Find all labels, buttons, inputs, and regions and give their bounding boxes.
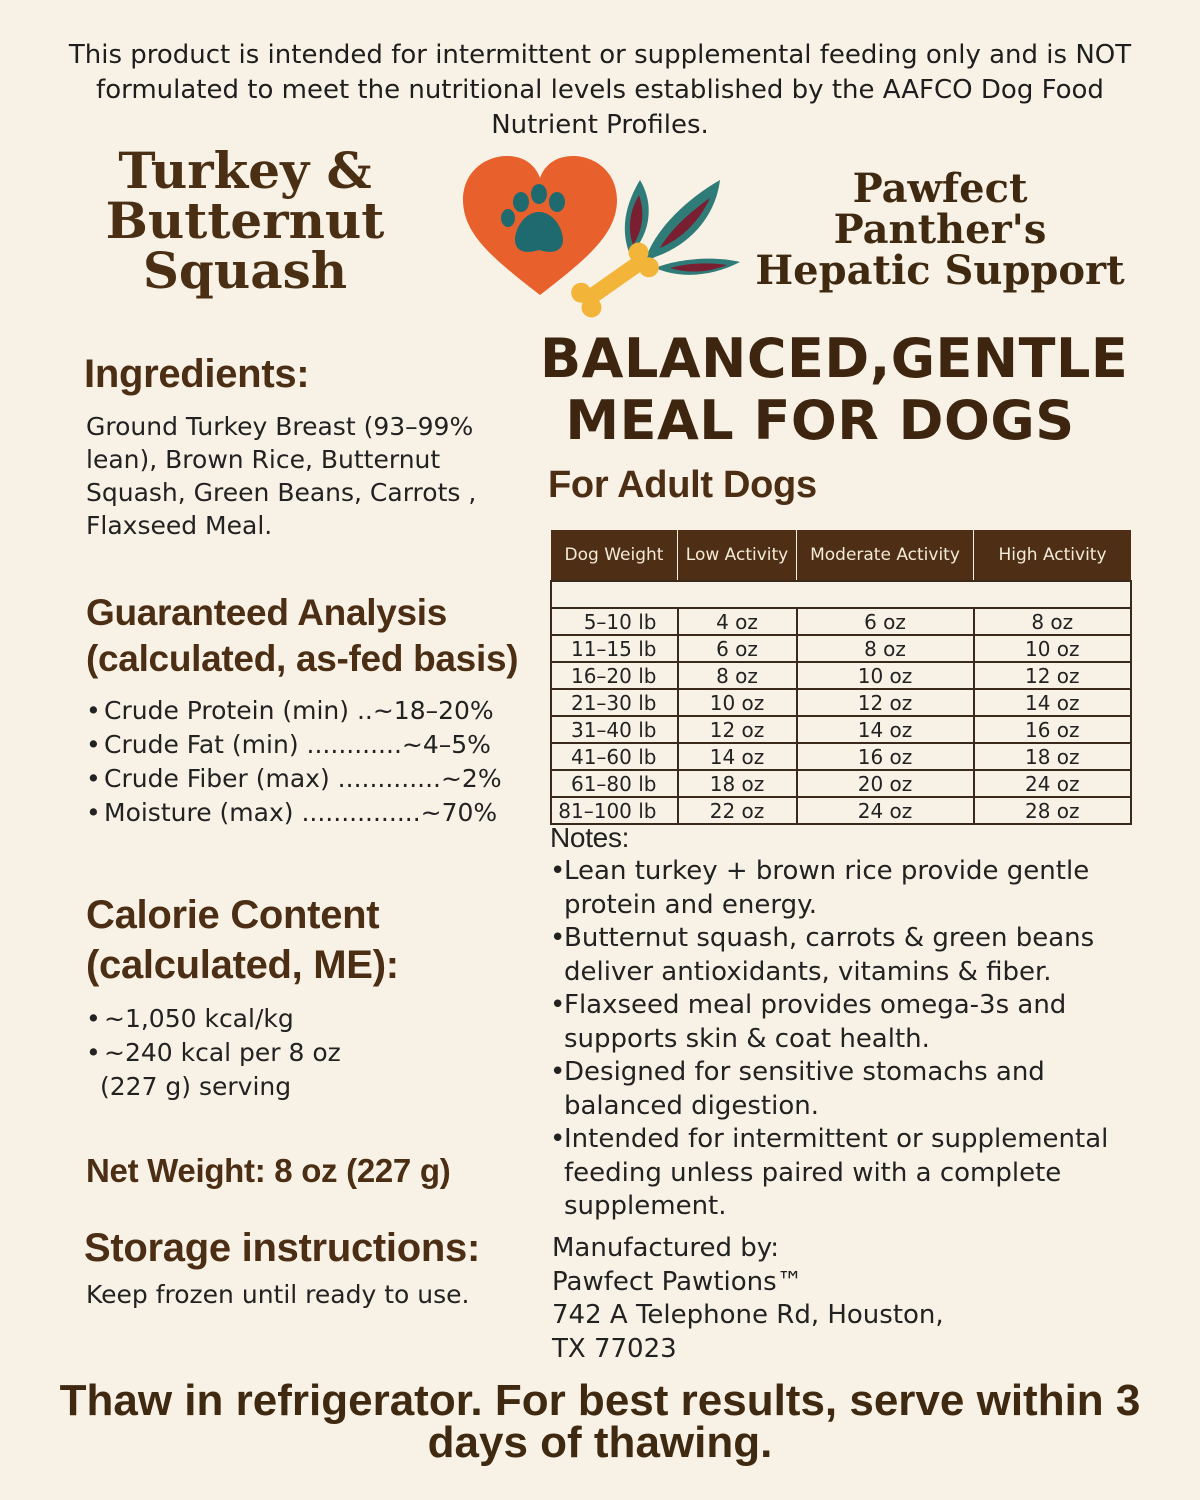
product-name-line: Butternut — [105, 191, 385, 250]
table-cell: 4 oz — [678, 608, 797, 635]
table-cell: 20 oz — [797, 770, 974, 797]
notes-title: Notes: — [550, 822, 630, 853]
note-item: • Intended for intermittent or supplemental feeding unless paired with a complete supplement. — [550, 1123, 1120, 1224]
ingredients-title: Ingredients: — [84, 352, 310, 396]
feeding-table — [550, 530, 1132, 825]
note-item: • Flaxseed meal provides omega-3s and supports skin & coat health. — [550, 989, 1120, 1056]
table-cell: 18 oz — [974, 743, 1132, 770]
table-cell: 14 oz — [974, 689, 1132, 716]
aafco-disclaimer: This product is intended for intermittent or supplemental feeding only and is NOT formulated to meet the nutritional levels established by the AAFCO Dog Food Nutrient Profiles. — [68, 40, 1132, 140]
storage-title: Storage instructions: — [84, 1226, 480, 1270]
table-row — [551, 662, 1131, 689]
manufacturer-name: Pawfect Pawtions™ — [552, 1266, 803, 1297]
table-header-row — [551, 530, 1131, 581]
manufacturer-block — [552, 1232, 1112, 1366]
feeding-table-body — [551, 608, 1131, 824]
analysis-item: • Moisture (max) ...............~70% — [86, 796, 526, 830]
product-name — [70, 141, 420, 300]
analysis-item: • Crude Fiber (max) .............~2% — [86, 762, 526, 796]
brand-name-line: Hepatic Support — [755, 247, 1125, 294]
table-cell: 81–100 lb — [551, 797, 678, 824]
analysis-item: • Crude Fat (min) ............~4–5% — [86, 728, 526, 762]
table-cell: 10 oz — [678, 689, 797, 716]
table-cell: 24 oz — [974, 770, 1132, 797]
net-weight: Net Weight: 8 oz (227 g) — [86, 1152, 451, 1189]
table-cell: 24 oz — [797, 797, 974, 824]
calorie-serving: (227 g) serving — [100, 1072, 292, 1101]
note-item: • Lean turkey + brown rice provide gentle protein and energy. — [550, 855, 1120, 922]
table-row — [551, 743, 1131, 770]
ingredients-text: Ground Turkey Breast (93–99% lean), Brown Rice, Butternut Squash, Green Beans, Carrots , Flaxseed Meal. — [86, 412, 477, 540]
column-header: Moderate Activity — [797, 530, 974, 581]
table-cell: 21–30 lb — [551, 689, 678, 716]
guaranteed-analysis-title — [86, 590, 518, 682]
table-cell: 41–60 lb — [551, 743, 678, 770]
calorie-title-line: (calculated, ME): — [86, 943, 399, 987]
manufacturer-address: TX 77023 — [552, 1333, 677, 1364]
manufacturer-label: Manufactured by: — [552, 1233, 780, 1263]
table-row — [551, 716, 1131, 743]
table-row — [551, 797, 1131, 824]
analysis-title-line: (calculated, as-fed basis) — [86, 638, 519, 679]
column-header: High Activity — [974, 530, 1132, 581]
table-cell: 28 oz — [974, 797, 1132, 824]
brand-logo — [455, 150, 745, 320]
table-cell: 12 oz — [678, 716, 797, 743]
table-cell: 18 oz — [678, 770, 797, 797]
manufacturer-address: 742 A Telephone Rd, Houston, — [552, 1300, 944, 1330]
table-cell: 6 oz — [678, 635, 797, 662]
table-cell: 14 oz — [797, 716, 974, 743]
table-cell: 31–40 lb — [551, 716, 678, 743]
table-cell: 22 oz — [678, 797, 797, 824]
notes-list — [550, 855, 1120, 1224]
table-row — [551, 635, 1131, 662]
brand-name-line: Panther's — [833, 206, 1047, 253]
table-cell: 12 oz — [974, 662, 1132, 689]
table-cell: 8 oz — [678, 662, 797, 689]
table-cell: 16–20 lb — [551, 662, 678, 689]
analysis-item: • Crude Protein (min) ..~18–20% — [86, 694, 526, 728]
storage-text: Keep frozen until ready to use. — [86, 1280, 470, 1309]
calorie-item: • ~240 kcal per 8 oz — [86, 1036, 506, 1070]
table-cell: 11–15 lb — [551, 635, 678, 662]
table-cell: 8 oz — [797, 635, 974, 662]
adult-dogs-subheading: For Adult Dogs — [548, 464, 817, 506]
table-row — [551, 770, 1131, 797]
table-cell: 5–10 lb — [551, 608, 678, 635]
headline-line: MEAL FOR DOGS — [565, 389, 1075, 452]
headline — [540, 327, 1129, 452]
table-cell: 10 oz — [974, 635, 1132, 662]
table-cell: 12 oz — [797, 689, 974, 716]
table-cell: 61–80 lb — [551, 770, 678, 797]
table-row — [551, 689, 1131, 716]
note-item: • Designed for sensitive stomachs and balanced digestion. — [550, 1056, 1120, 1123]
column-header: Low Activity — [678, 530, 797, 581]
calorie-item: • ~1,050 kcal/kg — [86, 1002, 506, 1036]
brand-name-line: Pawfect — [852, 165, 1028, 212]
analysis-list — [86, 694, 526, 830]
table-cell: 8 oz — [974, 608, 1132, 635]
product-name-line: Turkey & — [118, 141, 372, 200]
table-cell: 16 oz — [974, 716, 1132, 743]
thaw-instructions: Thaw in refrigerator. For best results, serve within 3 days of thawing. — [59, 1376, 1141, 1467]
column-header: Dog Weight — [551, 530, 678, 581]
table-cell: 14 oz — [678, 743, 797, 770]
table-row — [551, 608, 1131, 635]
product-name-line: Squash — [142, 241, 348, 300]
analysis-title-line: Guaranteed Analysis — [86, 592, 448, 633]
table-cell: 6 oz — [797, 608, 974, 635]
note-item: • Butternut squash, carrots & green beans deliver antioxidants, vitamins & fiber. — [550, 922, 1120, 989]
brand-name — [725, 165, 1155, 294]
headline-line: BALANCED,GENTLE — [540, 327, 1129, 390]
calorie-list — [86, 1002, 506, 1104]
calorie-title-line: Calorie Content — [86, 893, 380, 937]
table-cell: 10 oz — [797, 662, 974, 689]
calorie-content-title — [86, 890, 399, 990]
table-cell: 16 oz — [797, 743, 974, 770]
